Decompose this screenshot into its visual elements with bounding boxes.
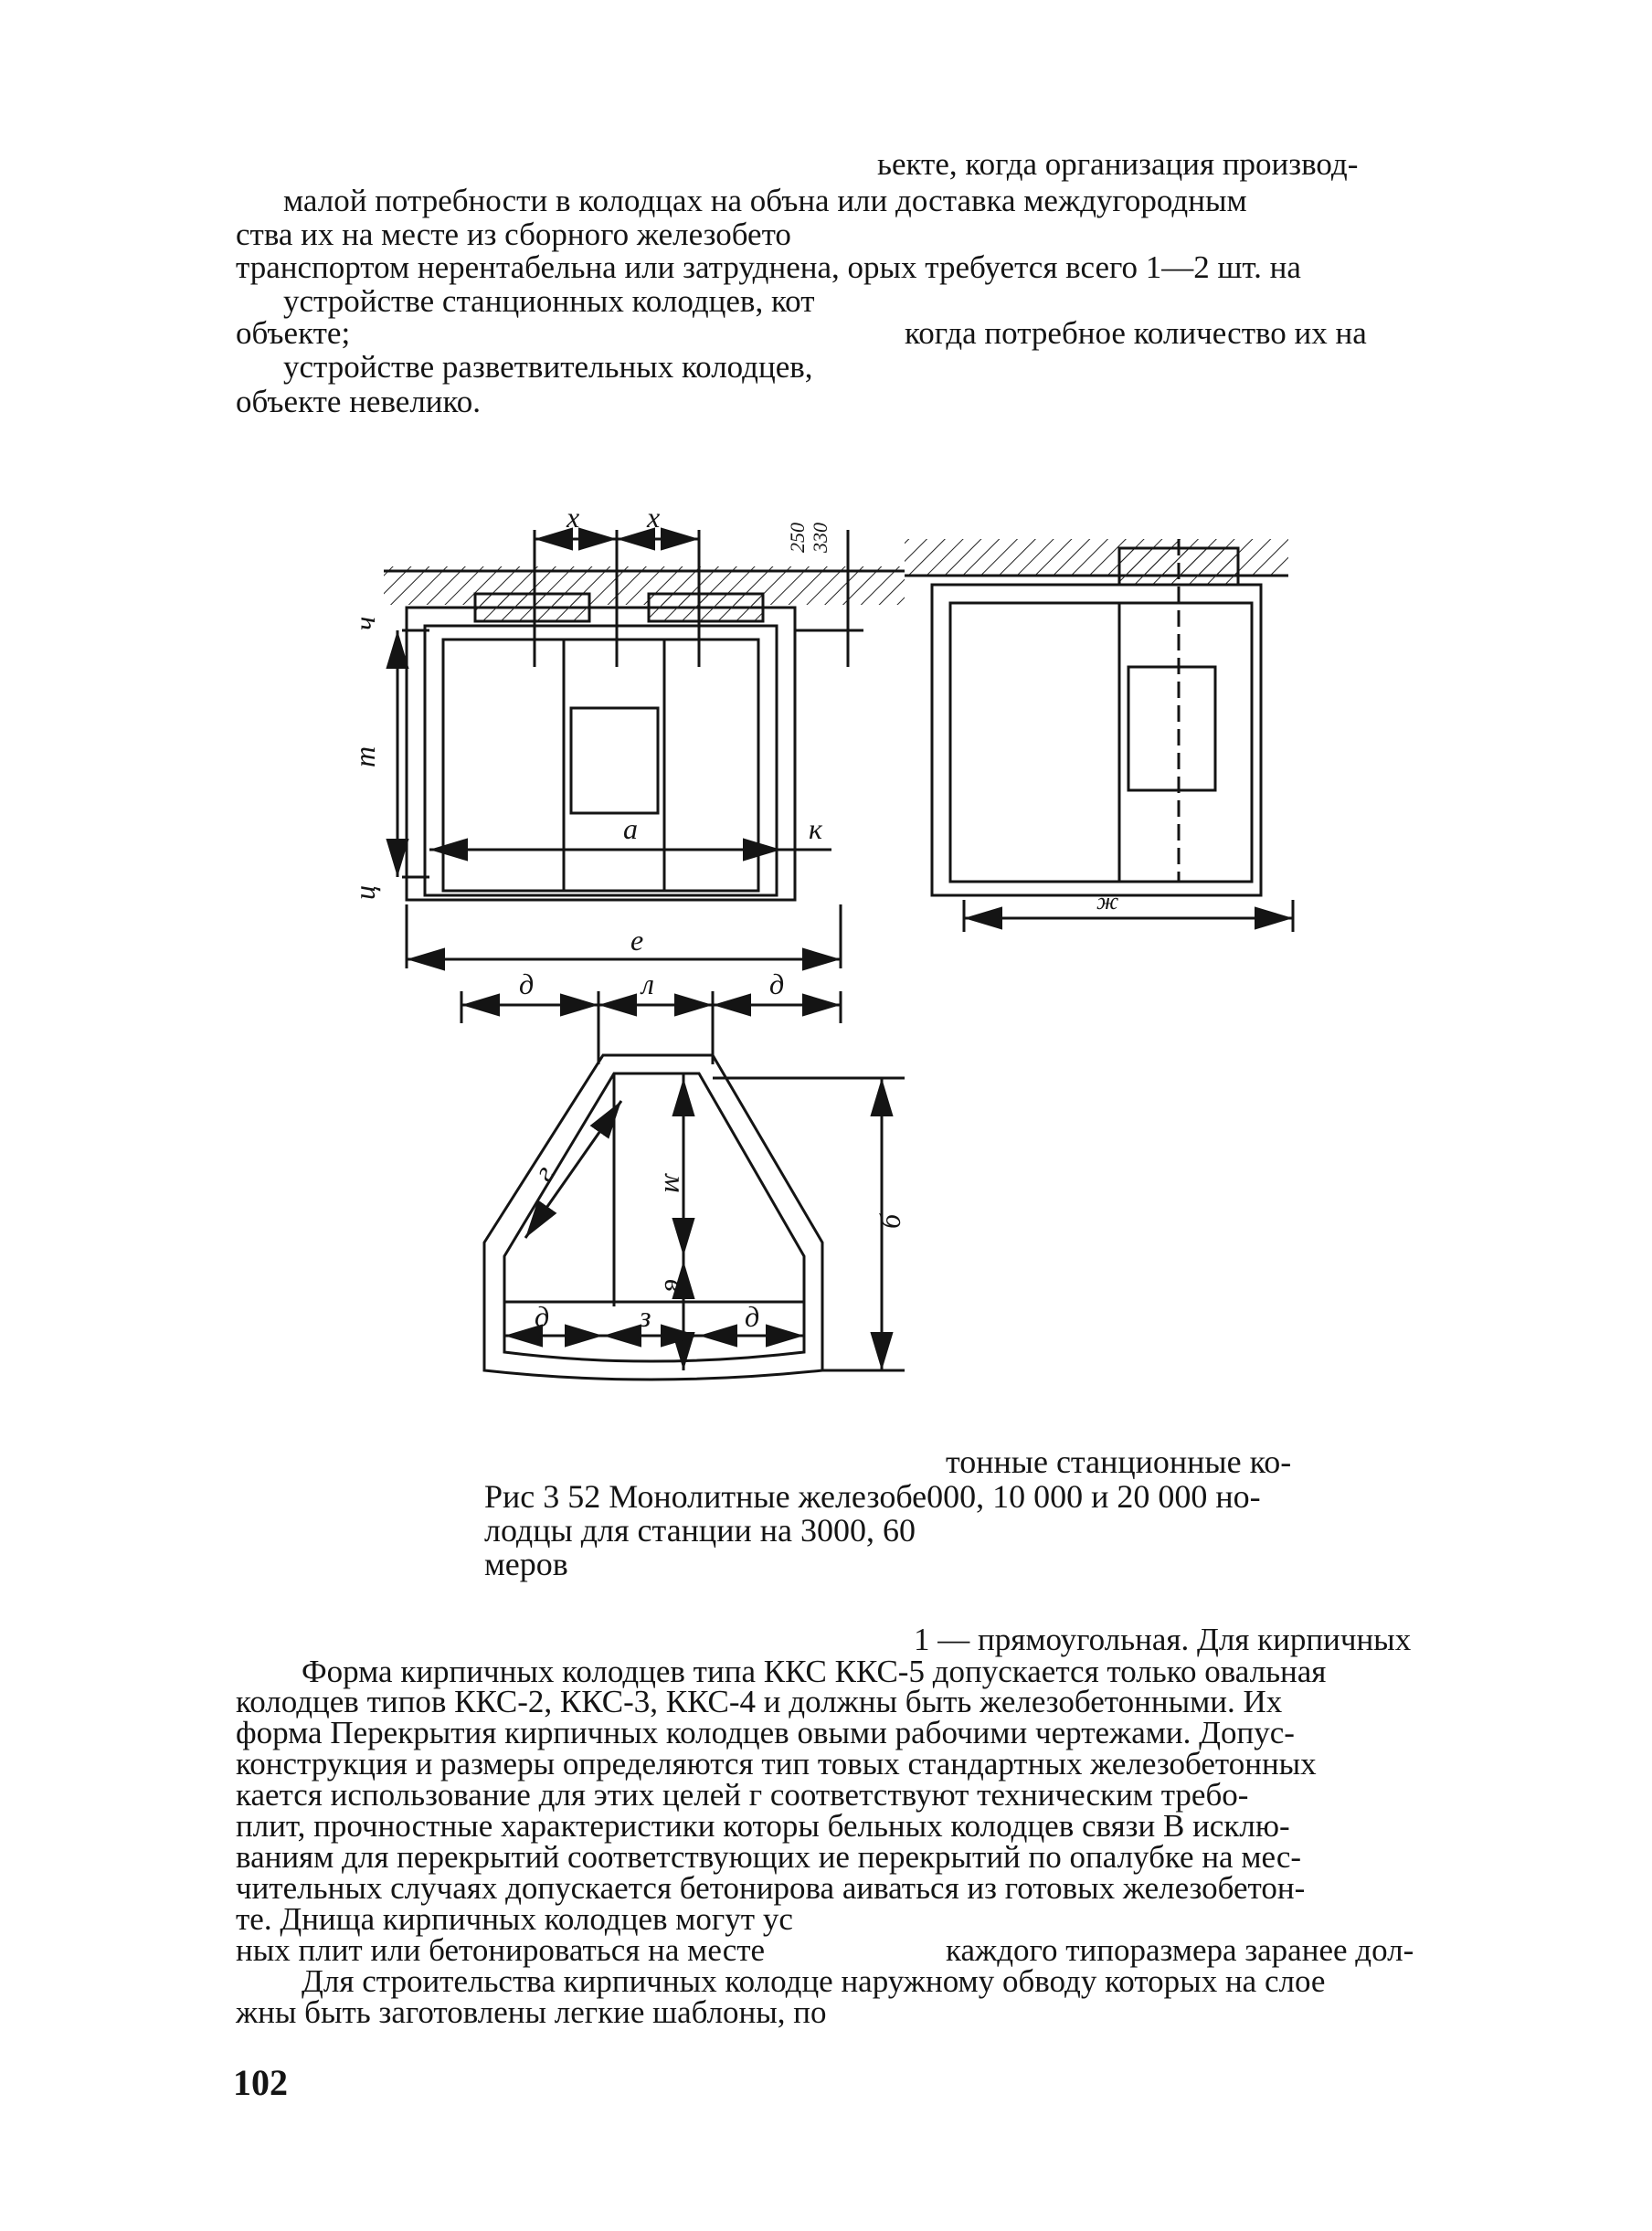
text-line: Форма кирпичных колодцев типа ККС ККС-5 допускается только овальная: [302, 1654, 1327, 1689]
text-line: малой потребности в колодцах на объна или доставка междугородным: [283, 183, 1247, 218]
dim-label-x2: x: [647, 501, 661, 534]
text-line: жны быть заготовлены легкие шаблоны, по: [236, 1994, 827, 2030]
dim-label-ts: ц: [348, 885, 381, 900]
text-line: объекте невелико.: [236, 384, 481, 419]
caption-line: тонные станционные ко-: [946, 1443, 1292, 1480]
text-line: ных плит или бетонироваться на месте: [236, 1932, 766, 1968]
text-line: ства их на месте из сборного железобето: [236, 217, 791, 252]
text-line: те. Днища кирпичных колодцев могут ус: [236, 1901, 793, 1937]
dim-label-d-bottom-left: д: [535, 1300, 550, 1333]
text-line: когда потребное количество их на: [905, 315, 1367, 351]
text-line: каждого типоразмера заранее дол-: [946, 1932, 1414, 1968]
dim-label-d-right: д: [769, 967, 785, 1000]
dim-label-t: т: [348, 745, 381, 767]
text-line: 1 — прямоугольная. Для кирпичных: [914, 1622, 1412, 1657]
dim-label-m: м: [659, 1174, 692, 1193]
text-line: форма Перекрытия кирпичных колодцев овыми рабочими чертежами. Допус-: [236, 1715, 1295, 1750]
section-view-left: [384, 530, 905, 968]
dim-label-b: б: [874, 1213, 906, 1229]
text-line: устройстве разветвительных колодцев,: [283, 349, 813, 385]
dim-label-a: а: [623, 812, 638, 845]
text-line: устройстве станционных колодцев, кот: [283, 283, 815, 319]
dim-label-z: з: [640, 1300, 651, 1333]
dim-label-zh: ж: [1096, 888, 1119, 915]
section-view-right: [905, 539, 1293, 932]
text-line: чительных случаях допускается бетонирова аиваться из готовых железобетон-: [236, 1870, 1306, 1906]
text-line: Для строительства кирпичных колодце наружному обводу которых на слое: [302, 1963, 1326, 1999]
dim-label-ch: ч: [348, 616, 381, 630]
dim-label-e: е: [630, 924, 644, 957]
dim-label-d-left: д: [519, 967, 535, 1000]
dim-label-k: к: [809, 812, 822, 845]
text-line: транспортом нерентабельна или затруднена, орых требуется всего 1—2 шт. на: [236, 249, 1301, 285]
text-line: кается использование для этих целей г соответствуют техническим требо-: [236, 1777, 1249, 1813]
caption-line: меров: [484, 1546, 568, 1582]
dim-label-330: 330: [809, 523, 831, 553]
page-number: 102: [233, 2062, 288, 2103]
text-line: объекте;: [236, 315, 351, 351]
dim-label-x1: x: [567, 501, 580, 534]
text-line: плит, прочностные характеристики которы бельных колодцев связи В исклю-: [236, 1808, 1290, 1844]
caption-line: Рис 3 52 Монолитные железобе000, 10 000 и 20 000 но-: [484, 1478, 1261, 1515]
dim-label-250: 250: [786, 523, 809, 553]
text-line: конструкция и размеры определяются тип товых стандартных железобетонных: [236, 1746, 1317, 1782]
caption-line: лодцы для станции на 3000, 60: [484, 1512, 916, 1549]
dim-label-l: л: [641, 967, 654, 1000]
dim-label-v: в: [659, 1279, 692, 1292]
dim-label-g: г: [526, 1158, 560, 1188]
dim-label-d-bottom-right: д: [745, 1300, 760, 1333]
text-line: колодцев типов ККС-2, ККС-3, ККС-4 и должны быть железобетонными. Их: [236, 1684, 1283, 1719]
text-line: ьекте, когда организация производ-: [877, 146, 1359, 182]
text-line: ваниям для перекрытий соответствующих ие перекрытий по опалубке на мес-: [236, 1839, 1302, 1875]
